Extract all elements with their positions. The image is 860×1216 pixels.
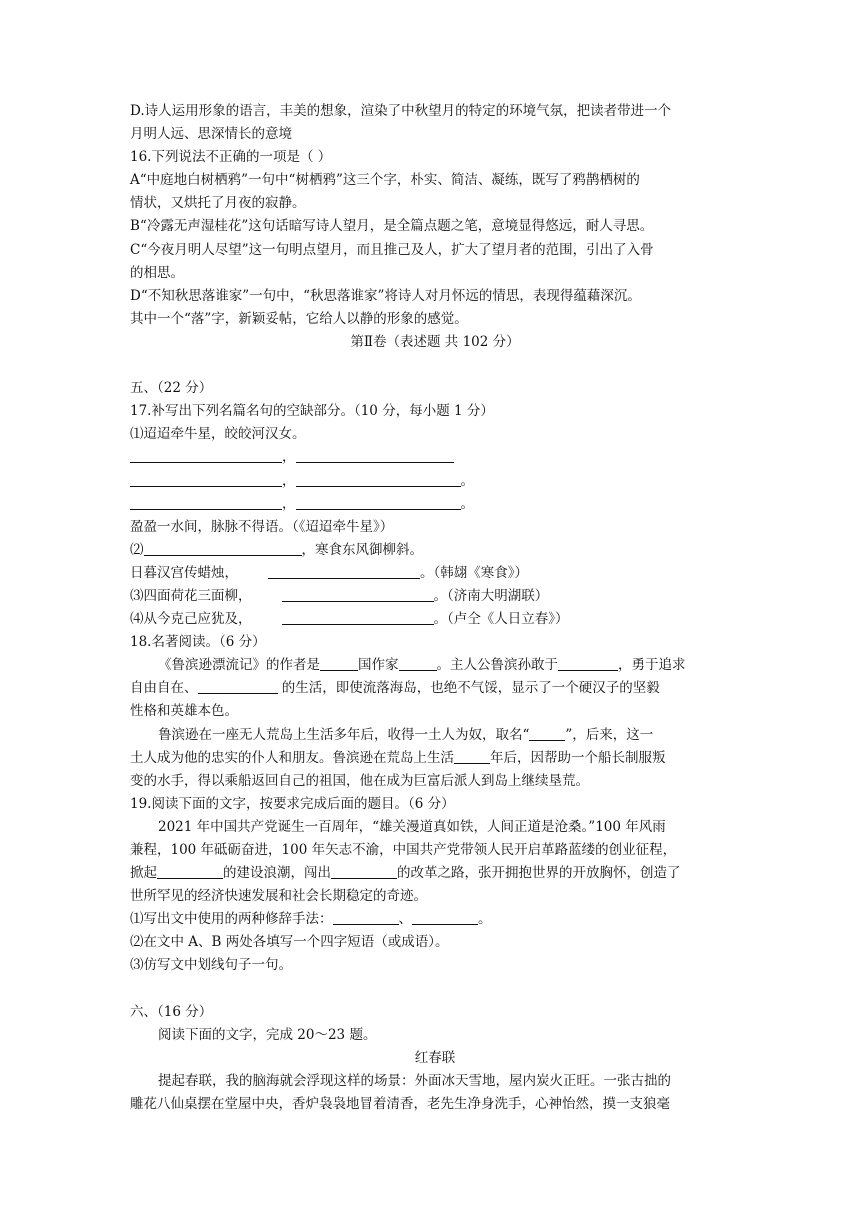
para-text: 年后，因帮助一个船长制服叛 — [490, 749, 666, 766]
q17-item-3 — [130, 585, 740, 608]
para-text: 。主人公鲁滨孙敢于 — [436, 657, 558, 674]
item-number: ⑵ — [130, 541, 144, 558]
answer-blank[interactable] — [130, 494, 282, 510]
para-text: 的建设浪潮，闯出 — [223, 865, 331, 882]
q16-option-b: B“冷露无声湿桂花”这句话暗写诗人望月，是全篇点题之笔，意境显得悠远，耐人寻思。 — [130, 218, 654, 235]
q18-para-1 — [130, 654, 740, 677]
punct-comma: ， — [282, 495, 296, 512]
answer-blank[interactable] — [454, 748, 490, 764]
answer-blank[interactable] — [130, 447, 282, 463]
option-d-text-cont: 月明人远、思深情长的意境 — [130, 126, 292, 143]
answer-blank[interactable] — [198, 678, 278, 694]
q18-para-2-cont — [130, 747, 740, 770]
part-six-instructions: 阅读下面的文字，完成 20～23 题。 — [158, 1026, 377, 1043]
answer-blank[interactable] — [296, 494, 461, 510]
q18-para-2 — [130, 724, 740, 747]
question-19-stem: 19.阅读下面的文字，按要求完成后面的题目。（6 分） — [130, 795, 455, 812]
item-source: 。（济南大明湖联） — [433, 587, 549, 604]
q16-option-c-cont: 的相思。 — [130, 264, 184, 281]
q17-item-1: ⑴迢迢牵牛星，皎皎河汉女。 — [130, 426, 306, 443]
item-text: ⑷从今克己应犹及， — [130, 611, 252, 628]
q19-passage: 2021 年中国共产党诞生一百周年，“雄关漫道真如铁，人间正道是沧桑。”100 年风雨 — [158, 818, 666, 835]
punct-period: 。 — [460, 472, 474, 489]
answer-blank[interactable] — [130, 471, 282, 487]
answer-blank[interactable] — [268, 563, 420, 579]
answer-blank[interactable] — [412, 909, 478, 925]
answer-blank[interactable] — [282, 609, 434, 625]
q16-option-d-cont: 其中一个“落”字，新颖妥帖，它给人以静的形象的感觉。 — [130, 310, 468, 327]
passage-title: 红春联 — [414, 1049, 456, 1066]
part-five-heading: 五、（22 分） — [130, 380, 213, 397]
para-text: 自由自在、 — [130, 680, 198, 697]
answer-blank[interactable] — [399, 655, 437, 671]
punct-comma: ， — [282, 449, 296, 466]
q17-item-1-source: 盈盈一水间，脉脉不得语。（《迢迢牵牛星》） — [130, 518, 394, 535]
para-text: ，勇于追求 — [618, 657, 686, 674]
item-text: ⑶四面荷花三面柳， — [130, 587, 252, 604]
q19-passage-cont: 兼程，100 年砥砺奋进，100 年矢志不渝，中国共产党带领人民开启革路蓝缕的创业征程， — [130, 842, 677, 858]
answer-blank[interactable] — [320, 655, 358, 671]
answer-blank-b[interactable] — [331, 863, 397, 879]
answer-blank-a[interactable] — [157, 863, 223, 879]
punct-comma: ， — [282, 472, 296, 489]
punct-period: 。 — [460, 495, 474, 512]
para-text: 的改革之路，张开拥抱世界的开放胸怀，创造了 — [397, 865, 681, 882]
para-text: 鲁滨逊在一座无人荒岛上生活多年后，收得一土人为奴，取名“ — [158, 726, 530, 743]
item-source: 。（卢仝《人日立春》） — [433, 611, 569, 628]
para-text: 掀起 — [130, 865, 157, 882]
q17-item-2-cont — [130, 562, 740, 585]
para-text: 《鲁滨逊漂流记》的作者是 — [158, 657, 320, 674]
q16-option-d: D“不知秋思落谁家”一句中，“秋思落谁家”将诗人对月怀远的情思，表现得蕴藉深沉。 — [130, 287, 641, 304]
q18-para-1-end: 性格和英雄本色。 — [130, 703, 238, 720]
q18-para-1-cont — [130, 677, 740, 700]
option-d-text: D.诗人运用形象的语言，丰美的想象，渲染了中秋望月的特定的环境气氛，把读者带进一个 — [130, 103, 672, 119]
answer-blank[interactable] — [333, 909, 399, 925]
spacer — [130, 978, 740, 1001]
item-text: ，寒食东风御柳斜。 — [301, 541, 423, 558]
q16-option-c: C“今夜月明人尽望”这一句明点望月，而且推己及人，扩大了望月者的范围，引出了入骨 — [130, 241, 654, 258]
passage-para-1-cont: 雕花八仙桌摆在堂屋中央，香炉袅袅地冒着清香，老先生净身洗手，心神怡然，摸一支狼毫 — [130, 1096, 670, 1113]
q16-option-a: A“中庭地白树栖鸦”一句中“树栖鸦”这三个字，朴实、简洁、凝练，既写了鸦鹊栖树的 — [130, 172, 640, 189]
answer-blank[interactable] — [296, 471, 461, 487]
q19-passage-end: 世所罕见的经济快速发展和社会长期稳定的奇迹。 — [130, 888, 427, 905]
para-text: 土人成为他的忠实的仆人和朋友。鲁滨逊在荒岛上生活 — [130, 749, 454, 766]
passage-para-1: 提起春联，我的脑海就会浮现这样的场景：外面冰天雪地，屋内炭火正旺。一张古拙的 — [158, 1072, 671, 1089]
q19-passage-blanks — [130, 862, 740, 885]
question-17-stem: 17.补写出下列名篇名句的空缺部分。（10 分，每小题 1 分） — [130, 403, 494, 420]
answer-blank[interactable] — [529, 725, 565, 741]
q16-option-a-cont: 情状，又烘托了月夜的寂静。 — [130, 195, 306, 212]
answer-blank[interactable] — [282, 586, 434, 602]
q17-item-2 — [130, 539, 740, 562]
answer-blank[interactable] — [558, 655, 618, 671]
item-text: 日暮汉宫传蜡烛， — [130, 564, 238, 581]
fill-line — [130, 493, 740, 516]
answer-blank[interactable] — [296, 447, 454, 463]
q18-para-2-end: 变的水手，得以乘船返回自己的祖国，他在成为巨富后派人到岛上继续垦荒。 — [130, 772, 589, 789]
q19-sub-2: ⑵在文中 A、B 两处各填写一个四字短语（或成语）。 — [130, 934, 449, 951]
para-text: 、 — [398, 911, 412, 928]
q17-item-4 — [130, 608, 740, 631]
question-16-stem: 16.下列说法不正确的一项是（ ） — [130, 149, 332, 166]
para-text: 。 — [478, 911, 492, 928]
item-source: 。（韩翃《寒食》） — [420, 564, 528, 581]
q19-sub-1 — [130, 908, 740, 931]
fill-line — [130, 470, 740, 493]
part-six-heading: 六、（16 分） — [130, 1003, 213, 1020]
question-18-stem: 18.名著阅读。（6 分） — [130, 634, 266, 651]
fill-line — [130, 446, 740, 469]
section-ii-heading: 第Ⅱ卷（表述题 共 102 分） — [350, 333, 520, 350]
para-text: 的生活，即使流落海岛，也绝不气馁，显示了一个硬汉子的坚毅 — [277, 680, 660, 697]
answer-blank[interactable] — [144, 540, 302, 556]
para-text: ⑴写出文中使用的两种修辞手法： — [130, 911, 333, 928]
para-text: ”，后来，这一 — [565, 726, 654, 743]
q19-sub-3: ⑶仿写文中划线句子一句。 — [130, 957, 292, 974]
spacer — [130, 354, 740, 377]
para-text: 国作家 — [358, 657, 399, 674]
document-page — [130, 100, 740, 1116]
